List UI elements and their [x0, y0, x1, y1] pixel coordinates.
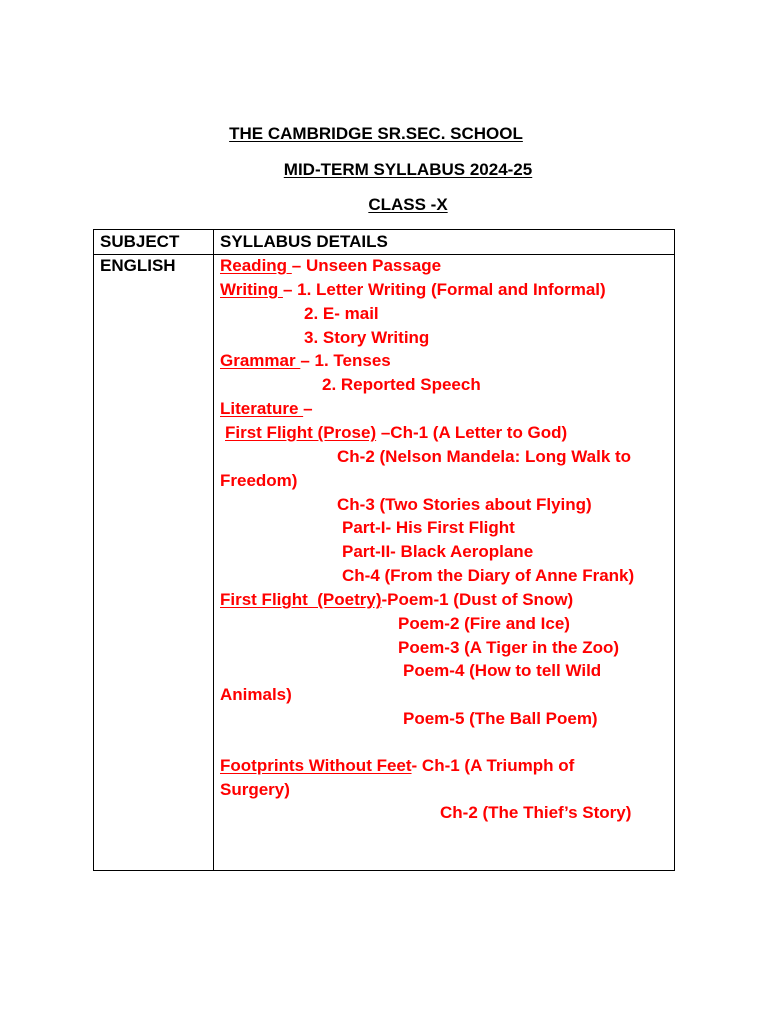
prose-label: First Flight (Prose): [225, 423, 377, 442]
writing-item-3: 3. Story Writing: [304, 328, 430, 347]
reading-line: [220, 255, 441, 277]
subject-cell: ENGLISH: [100, 256, 176, 275]
school-name: THE CAMBRIDGE SR.SEC. SCHOOL: [229, 124, 523, 143]
grammar-label: Grammar: [220, 351, 301, 370]
literature-dash: –: [303, 399, 313, 418]
column-header-syllabus-details: SYLLABUS DETAILS: [220, 232, 388, 251]
writing-label: Writing: [220, 280, 283, 299]
prose-ch2: Ch-2 (Nelson Mandela: Long Walk to: [337, 447, 632, 466]
footprints-ch2: Ch-2 (The Thief’s Story): [440, 803, 632, 822]
prose-ch2-cont: Freedom): [220, 471, 298, 490]
reading-text: – Unseen Passage: [291, 256, 442, 275]
poem-1: -Poem-1 (Dust of Snow): [381, 590, 574, 609]
syllabus-title: MID-TERM SYLLABUS 2024-25: [283, 160, 533, 179]
prose-part-1: Part-I- His First Flight: [342, 518, 515, 537]
poetry-line: [220, 589, 573, 611]
grammar-item-2: 2. Reported Speech: [322, 375, 481, 394]
syllabus-table: [93, 229, 675, 871]
reading-label: Reading: [220, 256, 292, 275]
poem-2: Poem-2 (Fire and Ice): [398, 614, 570, 633]
poem-5: Poem-5 (The Ball Poem): [403, 709, 598, 728]
poem-3: Poem-3 (A Tiger in the Zoo): [398, 638, 620, 657]
poem-4: Poem-4 (How to tell Wild: [403, 661, 602, 680]
literature-label: Literature: [220, 399, 304, 418]
poetry-label: First Flight (Poetry): [220, 590, 382, 609]
column-header-subject: SUBJECT: [100, 232, 180, 251]
writing-item-1: – 1. Letter Writing (Formal and Informal): [282, 280, 606, 299]
footprints-line: [220, 755, 574, 777]
class-label: CLASS -X: [368, 195, 448, 214]
footprints-label: Footprints Without Feet: [220, 756, 412, 775]
footprints-ch1: - Ch-1 (A Triumph of: [411, 756, 575, 775]
literature-line: [220, 398, 313, 420]
prose-ch4: Ch-4 (From the Diary of Anne Frank): [342, 566, 635, 585]
prose-part-2: Part-II- Black Aeroplane: [342, 542, 534, 561]
prose-ch1: –Ch-1 (A Letter to God): [376, 423, 568, 442]
prose-line: [225, 422, 567, 444]
column-divider: [213, 230, 214, 870]
grammar-item-1: – 1. Tenses: [300, 351, 391, 370]
writing-item-2: 2. E- mail: [304, 304, 379, 323]
grammar-line: [220, 350, 391, 372]
writing-line: [220, 279, 606, 301]
prose-ch3: Ch-3 (Two Stories about Flying): [337, 495, 592, 514]
poem-4-cont: Animals): [220, 685, 292, 704]
footprints-ch1-cont: Surgery): [220, 780, 290, 799]
